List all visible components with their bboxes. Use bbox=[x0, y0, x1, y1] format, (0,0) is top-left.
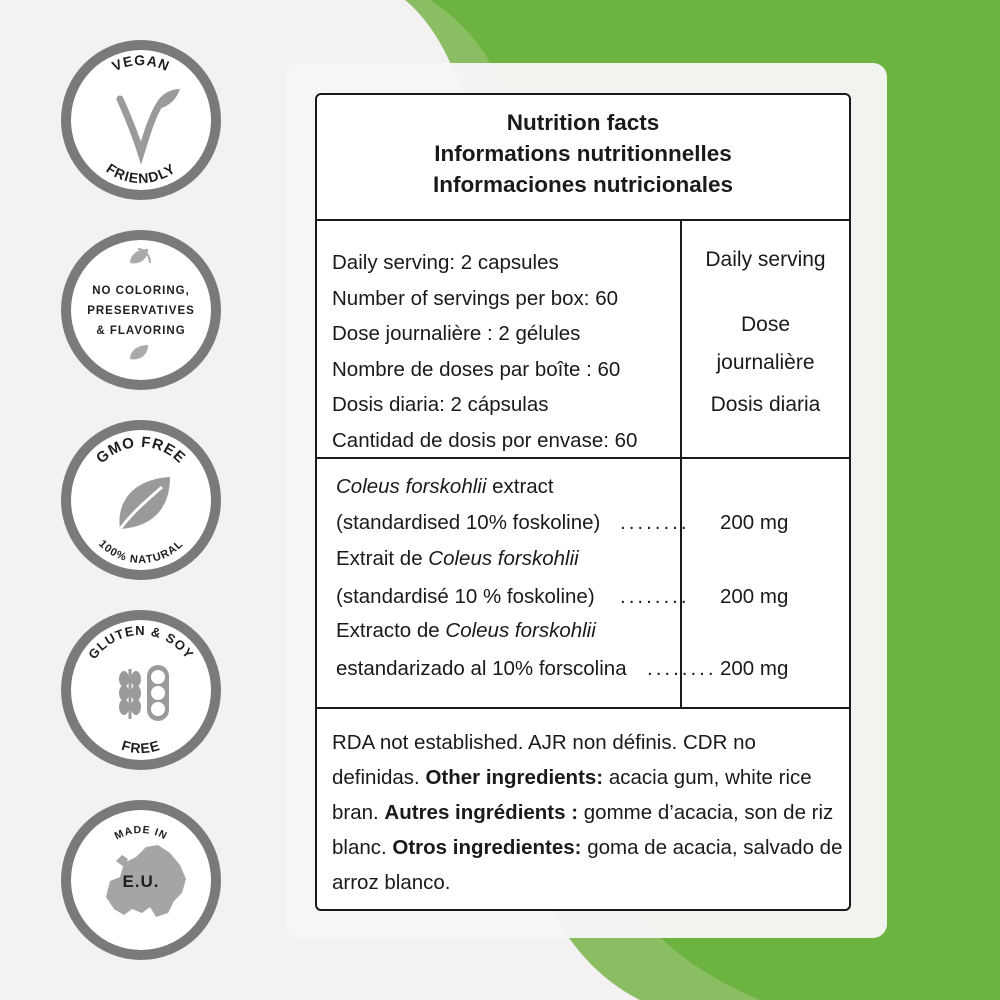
rda-note: RDA not established. AJR non définis. CDR no definidas. bbox=[332, 731, 756, 789]
daily-serving-fr-2: journalière bbox=[716, 351, 815, 374]
title-fr: Informations nutritionnelles bbox=[434, 141, 732, 166]
ingredient-en-italic: Coleus forskohlii bbox=[336, 475, 487, 498]
serving-line: Daily serving: 2 capsules bbox=[332, 251, 559, 274]
badge-madein-top: MADE IN bbox=[112, 823, 170, 843]
serving-line: Cantidad de dosis por envase: 60 bbox=[332, 428, 638, 452]
serving-line: Dose journalière : 2 gélules bbox=[332, 322, 581, 345]
daily-serving-fr-1: Dose bbox=[740, 313, 791, 336]
badge-additives-line2: PRESERVATIVES bbox=[87, 305, 195, 317]
other-en: acacia gum, white rice bran. bbox=[332, 766, 812, 824]
other-es-label: Otros ingredientes: bbox=[392, 836, 588, 859]
title-es: Informaciones nutricionales bbox=[432, 172, 734, 197]
other-ingredients bbox=[317, 709, 849, 909]
other-fr: gomme d’acacia, son de riz blanc. bbox=[332, 801, 834, 859]
gluten-soy-free-badge bbox=[58, 607, 224, 773]
made-in-eu-badge bbox=[58, 797, 224, 963]
other-es: goma de acacia, salvado de arroz blanco. bbox=[332, 836, 843, 894]
badge-gmo-bottom: 100% NATURAL bbox=[96, 537, 186, 567]
leader-dots: ........ bbox=[647, 657, 717, 680]
daily-serving-fr bbox=[682, 306, 849, 382]
serving-header-cell bbox=[682, 221, 849, 459]
ingredients-cell bbox=[317, 459, 717, 709]
ingredient-fr-2: (standardisé 10 % foskoline) bbox=[336, 585, 595, 608]
ingredient-es-italic: Coleus forskohlii bbox=[445, 619, 596, 642]
amounts-cell bbox=[682, 459, 849, 709]
amount-fr: 200 mg bbox=[720, 585, 789, 608]
serving-line: Nombre de doses par boîte : 60 bbox=[332, 357, 621, 381]
badge-vegan-top: VEGAN bbox=[109, 51, 173, 75]
ingredient-es-2: estandarizado al 10% forscolina bbox=[336, 657, 627, 680]
nutrition-facts-panel bbox=[315, 93, 851, 911]
other-en-label: Other ingredients: bbox=[425, 766, 609, 789]
badge-vegan-bottom: FRIENDLY bbox=[103, 159, 179, 187]
badge-additives-line1: NO COLORING, bbox=[92, 285, 190, 297]
leader-dots: ........ bbox=[620, 511, 690, 534]
badge-gmo-top: GMO FREE bbox=[93, 433, 190, 468]
title-en: Nutrition facts bbox=[506, 110, 660, 135]
other-fr-label: Autres ingrédients : bbox=[384, 801, 584, 824]
vegan-friendly-badge bbox=[58, 37, 224, 203]
ingredient-en-1 bbox=[336, 475, 554, 499]
amount-es: 200 mg bbox=[720, 657, 789, 680]
serving-line: Number of servings per box: 60 bbox=[332, 286, 618, 310]
badge-gluten-top: GLUTEN & SOY bbox=[85, 622, 197, 662]
ingredient-en-rest: extract bbox=[486, 475, 554, 498]
serving-line: Dosis diaria: 2 cápsulas bbox=[332, 393, 549, 416]
leader-dots: ........ bbox=[620, 585, 690, 608]
ingredient-fr-1 bbox=[336, 547, 579, 571]
ingredient-fr-prefix: Extrait de bbox=[336, 547, 429, 570]
no-additives-badge bbox=[58, 227, 224, 393]
daily-serving-en: Daily serving bbox=[705, 248, 826, 271]
amount-en: 200 mg bbox=[720, 511, 789, 534]
panel-header bbox=[317, 95, 849, 221]
badge-madein-center: E.U. bbox=[122, 872, 160, 891]
ingredient-fr-italic: Coleus forskohlii bbox=[428, 547, 579, 570]
ingredient-es-prefix: Extracto de bbox=[336, 619, 446, 642]
ingredient-es-1 bbox=[336, 619, 596, 643]
ingredient-en-2: (standardised 10% foskoline) bbox=[336, 511, 601, 534]
badge-gluten-bottom: FREE bbox=[119, 737, 163, 757]
serving-info bbox=[317, 221, 682, 459]
daily-serving-es: Dosis diaria bbox=[710, 393, 821, 416]
badge-additives-line3: & FLAVORING bbox=[96, 325, 186, 337]
gmo-free-badge bbox=[58, 417, 224, 583]
